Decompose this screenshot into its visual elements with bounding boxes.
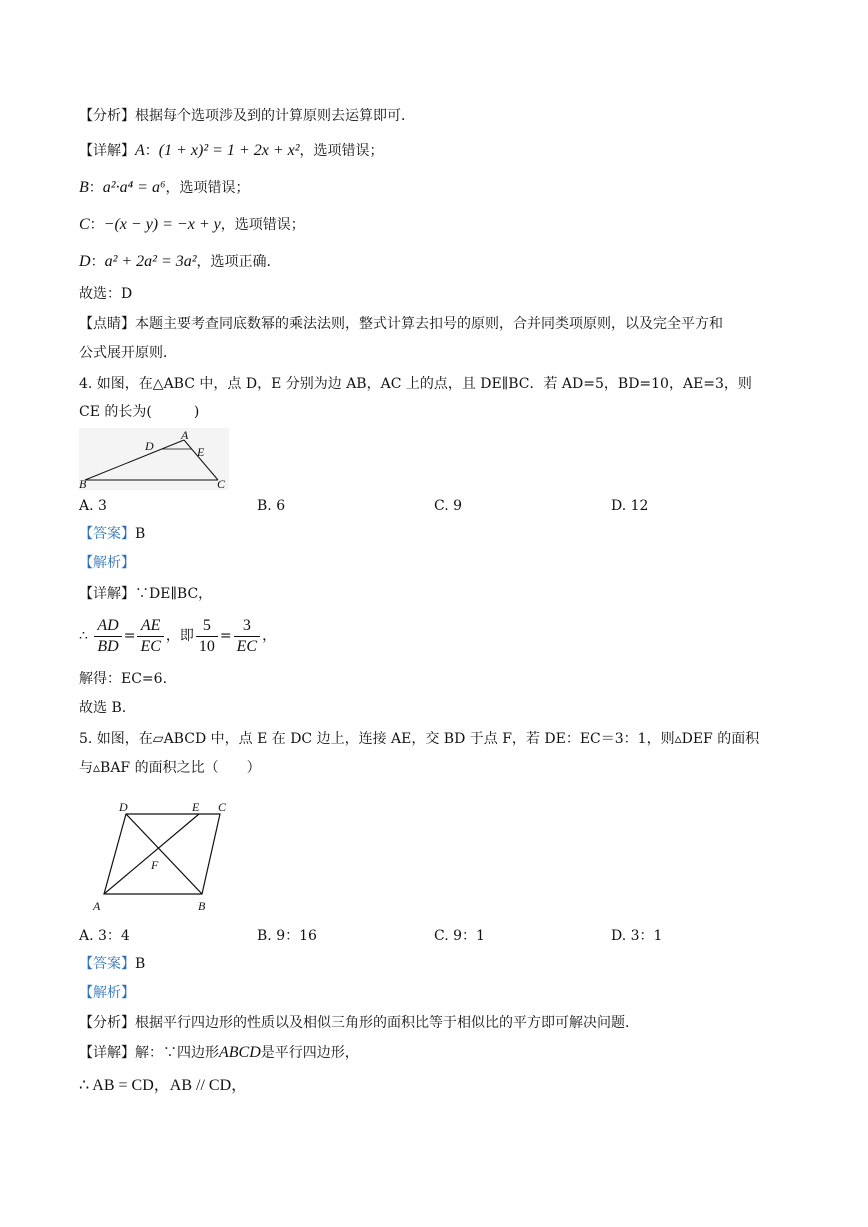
label-a: A <box>93 899 101 913</box>
q5-option-c: C. 9：1 <box>434 928 485 944</box>
q5-answer-line <box>79 954 145 974</box>
option-label: D <box>79 253 91 270</box>
label-e: E <box>192 800 200 814</box>
q4-detail-1: 【详解】∵DE∥BC， <box>79 586 213 602</box>
q5-detail-1: 【分析】根据平行四边形的性质以及相似三角形的面积比等于相似比的平方即可解决问题． <box>79 1015 639 1031</box>
detail-line-a: 【详解】A：(1 + x)² = 1 + 2x + x²，选项错误； <box>79 142 384 159</box>
numerator: 3 <box>234 616 260 637</box>
q4-answer-line <box>79 524 145 544</box>
denominator: 10 <box>198 637 215 655</box>
answer-tag: 【答案】 <box>79 526 135 542</box>
formula-c: −(x − y) = −x + y <box>103 216 221 233</box>
q4-detail-4: 故选 B. <box>79 700 127 716</box>
label-d: D <box>145 439 154 453</box>
formula-a: (1 + x)² = 1 + 2x + x² <box>158 142 300 159</box>
detail-text: 是平行四边形， <box>260 1045 359 1061</box>
label-c: C <box>217 477 226 490</box>
q4-option-d: D. 12 <box>611 498 649 514</box>
q4-option-b: B. 6 <box>257 498 286 514</box>
therefore-symbol: ∴ <box>79 628 88 644</box>
end-punct: ， <box>262 628 277 644</box>
q5-option-a: A. 3：4 <box>79 928 130 944</box>
numerator: AD <box>94 616 121 637</box>
q4-detail-2: ∴ $\frac{AD}{BD}$ = $\frac{AE}{EC}$ ，即 $\frac{5}{10}$ = $\frac{3}{EC}$ ， <box>79 616 277 655</box>
parallelogram-figure <box>88 796 238 916</box>
verdict-c: ，选项错误； <box>220 217 305 233</box>
numerator: AE <box>137 616 163 637</box>
detail-line-c: C：−(x − y) = −x + y，选项错误； <box>79 216 305 233</box>
question-5-line-2: 与▵BAF 的面积之比（ ） <box>79 760 261 776</box>
label-e: E <box>197 445 205 459</box>
label-d: D <box>119 800 128 814</box>
connector-text: ，即 <box>165 628 194 644</box>
label-b: B <box>79 477 87 490</box>
diagonal-bd <box>126 814 202 894</box>
q5-option-d: D. 3：1 <box>611 928 663 944</box>
numerator: 5 <box>196 616 218 637</box>
question-4-line-2: CE 的长为( ) <box>79 404 200 420</box>
label-f: F <box>151 858 159 872</box>
remark-line-1: 【点睛】本题主要考查同底数幂的乘法法则，整式计算去扣号的原则，合并同类项原则，以及完全平方和 <box>79 316 723 332</box>
detail-line-d: D：a² + 2a² = 3a²，选项正确． <box>79 253 281 270</box>
answer-tag: 【答案】 <box>79 956 135 972</box>
q5-analysis-tag: 【解析】 <box>79 985 135 1001</box>
formula-b: a²·a⁴ = a⁶ <box>102 179 166 196</box>
q5-option-b: B. 9：16 <box>257 928 317 944</box>
answer-value: B <box>135 956 146 972</box>
option-label: B <box>79 179 89 196</box>
figure-background <box>79 428 229 490</box>
choice-line: 故选：D <box>79 286 133 302</box>
parallelogram-abcd <box>104 814 220 894</box>
question-5-line-1: 5. 如图，在▱ABCD 中，点 E 在 DC 边上，连接 AE，交 BD 于点 F，若 DE：EC＝3：1，则▵DEF 的面积 <box>79 731 760 747</box>
fraction-5-10 <box>196 616 218 657</box>
q5-detail-2 <box>79 1043 359 1063</box>
verdict-d: ，选项正确． <box>196 254 281 270</box>
q4-detail-3: 解得：EC=6. <box>79 671 168 687</box>
triangle-figure <box>79 428 229 490</box>
formula-d: a² + 2a² = 3a² <box>104 253 197 270</box>
fraction-ae-ec <box>137 616 163 657</box>
analysis-line: 【分析】根据每个选项涉及到的计算原则去运算即可． <box>79 108 415 124</box>
fraction-3-ec <box>234 616 260 657</box>
question-4-line-1: 4. 如图，在△ABC 中，点 D，E 分别为边 AB，AC 上的点，且 DE∥BC．若 AD=5，BD=10，AE=3，则 <box>79 376 752 392</box>
verdict-a: ，选项错误； <box>299 143 384 159</box>
label-b: B <box>198 899 206 913</box>
q4-option-a: A. 3 <box>79 498 107 514</box>
detail-tag: 【详解】 <box>79 143 135 159</box>
q4-option-c: C. 9 <box>434 498 463 514</box>
detail-line-b: B：a²·a⁴ = a⁶，选项错误； <box>79 179 250 196</box>
q4-analysis-tag: 【解析】 <box>79 555 135 571</box>
fraction-ad-bd <box>94 616 121 657</box>
verdict-b: ，选项错误； <box>165 180 250 196</box>
segment-ae <box>104 814 199 894</box>
detail-tag: 【详解】解：∵四边形 <box>79 1045 219 1061</box>
quadrilateral-name: ABCD <box>219 1044 261 1061</box>
label-a: A <box>181 428 189 442</box>
option-label: C <box>79 216 90 233</box>
q5-detail-3: ∴ AB = CD，AB // CD， <box>79 1077 248 1094</box>
answer-value: B <box>135 526 146 542</box>
label-c: C <box>218 800 227 814</box>
option-label: A <box>135 142 145 159</box>
denominator: EC <box>236 637 258 655</box>
denominator: EC <box>140 637 161 655</box>
remark-line-2: 公式展开原则． <box>79 345 177 361</box>
denominator: BD <box>97 637 119 655</box>
